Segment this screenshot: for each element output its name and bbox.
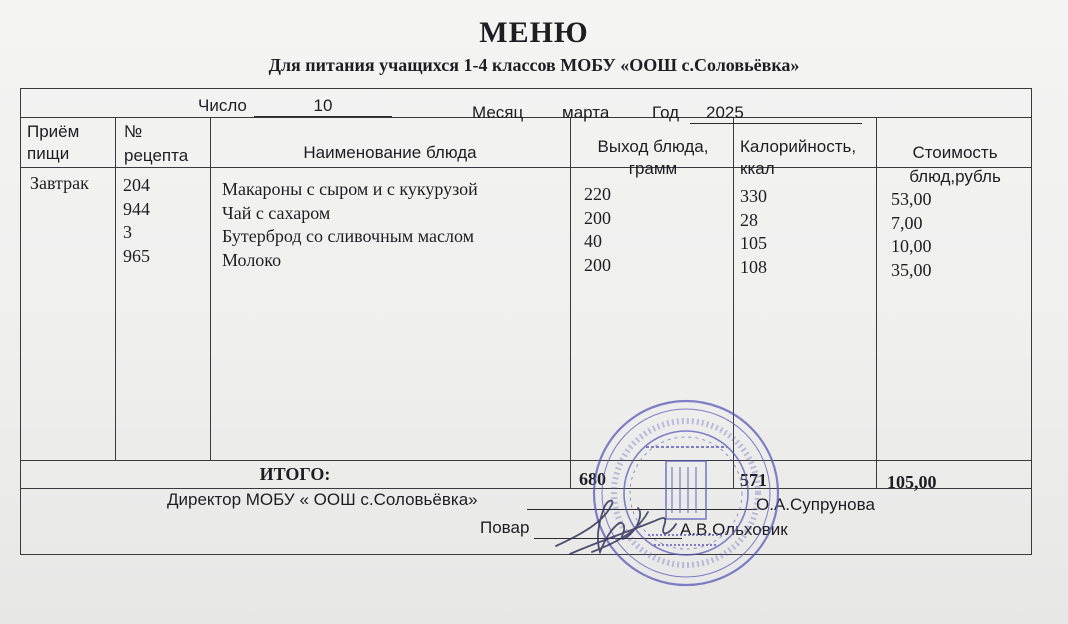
page-subtitle: Для питания учащихся 1-4 классов МОБУ «ООШ с.Соловьёвка» <box>268 55 800 75</box>
month-label: Месяц <box>472 103 524 122</box>
col-divider-meal <box>115 117 116 460</box>
day-value: 10 <box>254 96 392 117</box>
table-cell: Бутерброд со сливочным маслом <box>222 226 474 246</box>
table-cell: Макароны с сыром и с кукурузой <box>222 179 478 199</box>
table-cell: 7,00 <box>891 212 923 233</box>
header-dish: Наименование блюда <box>303 143 477 162</box>
meal-name: Завтрак <box>30 173 89 193</box>
date-row-bottom-line <box>20 117 1032 118</box>
header-output: Выход блюда, грамм <box>597 137 709 178</box>
total-calories: 571 <box>740 470 767 490</box>
table-cell: 10,00 <box>891 236 932 256</box>
total-output: 680 <box>579 469 606 489</box>
header-meal: Приём пищи <box>27 122 80 163</box>
day-label: Число <box>198 96 247 115</box>
calories-column <box>740 185 767 279</box>
table-cell: Молоко <box>222 249 282 270</box>
page-title: МЕНЮ <box>479 16 589 49</box>
year-value: 2025 <box>690 103 862 124</box>
table-cell: 108 <box>740 256 767 277</box>
cost-column <box>891 188 932 282</box>
header-calories: Калорийность, ккал <box>740 137 857 178</box>
table-cell: 3 <box>123 222 132 242</box>
total-cost: 105,00 <box>887 472 937 492</box>
table-cell: 200 <box>584 207 611 228</box>
col-divider-dish <box>570 117 571 488</box>
year-label: Год <box>652 103 680 122</box>
cook-label: Повар <box>480 518 530 537</box>
table-cell: 53,00 <box>891 189 932 209</box>
table-cell: 965 <box>123 245 150 266</box>
col-divider-recipe <box>210 117 211 460</box>
table-cell: 204 <box>123 175 150 195</box>
table-cell: Чай с сахаром <box>222 202 331 223</box>
director-label: Директор МОБУ « ООШ с.Соловьёвка» <box>167 490 478 509</box>
handwritten-signature <box>552 494 702 558</box>
director-name: О.А.Супрунова <box>756 495 875 514</box>
cook-name: А.В.Ольховик <box>680 520 788 539</box>
body-bottom-line <box>20 460 1032 461</box>
table-cell: 35,00 <box>891 259 932 280</box>
total-row-bottom-line <box>20 488 1032 489</box>
table-cell: 28 <box>740 209 758 230</box>
col-divider-calories <box>876 117 877 488</box>
official-stamp <box>588 395 784 591</box>
table-cell: 330 <box>740 186 767 206</box>
total-label: ИТОГО: <box>259 464 331 484</box>
header-cost: Стоимость блюд,рубль <box>909 143 1001 186</box>
dish-column <box>222 178 478 272</box>
table-cell: 944 <box>123 198 150 219</box>
table-cell: 105 <box>740 233 767 253</box>
output-column <box>584 183 611 277</box>
table-cell: 40 <box>584 231 602 251</box>
header-recipe: № рецепта <box>124 122 189 165</box>
table-cell: 220 <box>584 184 611 204</box>
recipe-column <box>123 174 150 268</box>
month-value: марта <box>562 103 610 122</box>
table-cell: 200 <box>584 254 611 275</box>
